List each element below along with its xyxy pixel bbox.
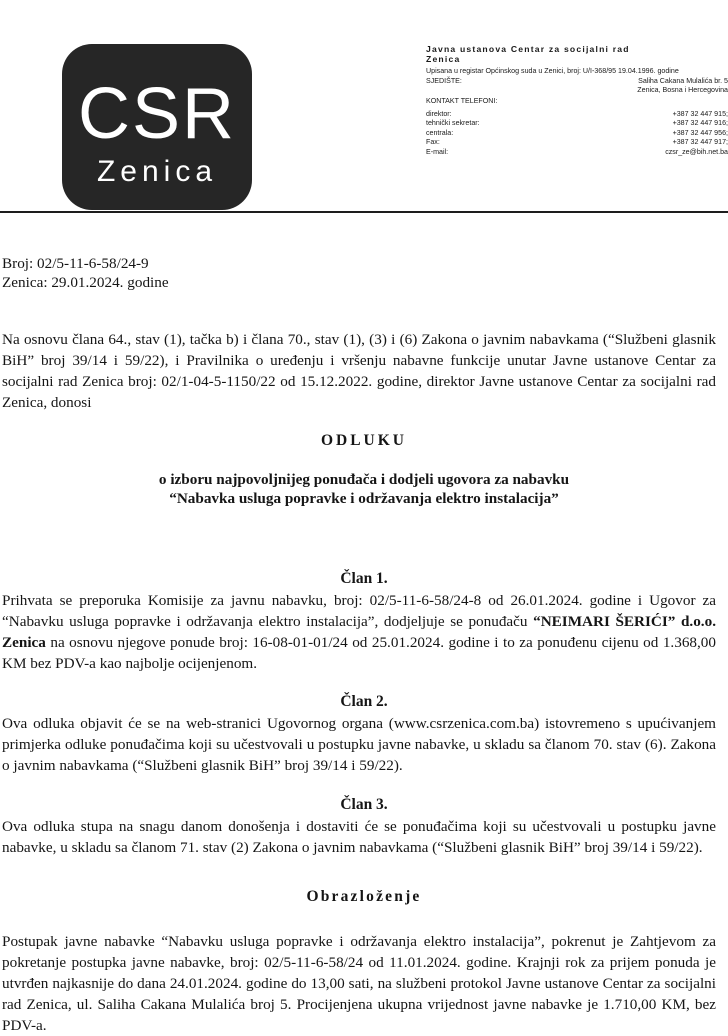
document-number: Broj: 02/5-11-6-58/24-9 [2,255,149,272]
institution-city: Zenica [426,54,461,64]
article-1-text [2,590,716,674]
article-3-text: Ova odluka stupa na snagu danom donošenja i dostaviti će se ponuđačima koji su učestvovali u postupku javne nabavke, u skladu sa članom 71. stav (2) Zakona o javnim nabavkama (“Službeni glasnik BiH” broj 39/14 i 59/22). [2,818,716,856]
contact-label: E-mail: [426,147,449,156]
selected-bidder: “NEIMARI ŠERIĆI” d.o.o. Zenica [2,613,716,651]
seat-label: SJEDIŠTE: [426,77,462,85]
contact-value: czsr_ze@bih.net.ba [665,147,728,156]
contact-value: +387 32 447 915; [672,110,728,118]
header-divider [0,211,728,213]
article-2-heading: Član 2. [340,693,388,710]
contact-value: +387 32 447 956; [672,128,728,137]
logo-sub-text: Zenica [96,155,218,188]
document-subtitle-line2: “Nabavka usluga popravke i održavanja elektro instalacija” [169,490,559,507]
csr-logo-graphic [62,44,252,210]
document-date: Zenica: 29.01.2024. godine [2,274,169,291]
seat-city: Zenica, Bosna i Hercegovina [637,86,728,95]
article-2-text: Ova odluka objavit će se na web-stranici Ugovornog organa (www.csrzenica.com.ba) istovremeno s upućivanjem primjerka odluke ponuđačima koji su učestvovali u postupku javne nabavke, u skladu sa članom 70. stav (6). Zakona o javnim nabavkama (“Službeni glasnik BiH” broj 39/14 i 59/22). [2,715,716,774]
preamble: Na osnovu člana 64., stav (1), tačka b) i člana 70., stav (1), (3) i (6) Zakona o javnim nabavkama (“Službeni glasnik BiH” broj 39/14 i 59/22), i Pravilnika o uređenju i vršenju nabavne funkcije unutar Javne ustanove Centar za socijalni rad Zenica broj: 02/1-04-5-1150/22 od 15.12.2022. godine, direktor Javne ustanove Centar za socijalni rad Zenica, donosi [2,331,716,411]
contact-values [665,110,728,157]
contact-value: +387 32 447 917; [672,138,728,147]
document-title: ODLUKU [320,432,408,449]
institution-name [426,44,630,64]
contact-labels [426,110,480,157]
article-1-text-part: Prihvata se preporuka Komisije za javnu nabavku, broj: 02/5-11-6-58/24-8 od 26.01.2024. godine i Ugovor za “Nabavku usluga popravke i održavanja elektro instalacija”, dodjeljuje se ponuđaču [2,592,716,630]
contact-value: +387 32 447 916; [672,119,728,128]
logo-main-text: CSR [77,74,237,154]
registry-note: Upisana u registar Općinskog suda u Zenici, broj: U/I-368/95 19.04.1996. godine [426,67,679,75]
contact-label: tehnički sekretar: [426,119,480,128]
contact-label: direktor: [426,110,452,118]
document-subtitle-line1: o izboru najpovoljnijeg ponuđača i dodjeli ugovora za nabavku [158,471,570,488]
seat-street: Saliha Cakana Mulalića br. 5 [638,77,728,85]
institution-line: Javna ustanova Centar za socijalni rad [426,44,630,54]
article-1-text-part: na osnovu njegove ponude broj: 16-08-01-01/24 od 25.01.2024. godine i to za ponuđenu cijenu od 1.368,00 KM bez PDV-a kao najbolje ocijenjenom. [2,634,716,672]
contacts-title: KONTAKT TELEFONI: [426,97,498,105]
csr-logo [62,44,252,210]
article-3-heading: Član 3. [340,796,388,813]
reasoning-heading: Obrazloženje [306,888,422,905]
contact-label: centrala: [426,128,454,137]
contact-label: Fax: [426,138,440,147]
article-1-heading: Član 1. [340,570,388,587]
reasoning-text: Postupak javne nabavke “Nabavku usluga popravke i održavanja elektro instalacija”, pokrenut je Zahtjevom za pokretanje postupka javne nabavke, broj: 02/5-11-6-58/24 od 11.01.2024. godine. Krajnji rok za prijem ponuda je utvrđen najkasnije do dana 24.01.2024. godine do 13,00 sati, na službeni protokol Javne ustanove Centar za socijalni rad Zenica, ul. Saliha Cakana Mulalića broj 5. Procijenjena ukupna vrijednost javne nabavke je 1.710,00 KM, bez PDV-a. [2,933,716,1034]
seat-address [637,77,728,96]
